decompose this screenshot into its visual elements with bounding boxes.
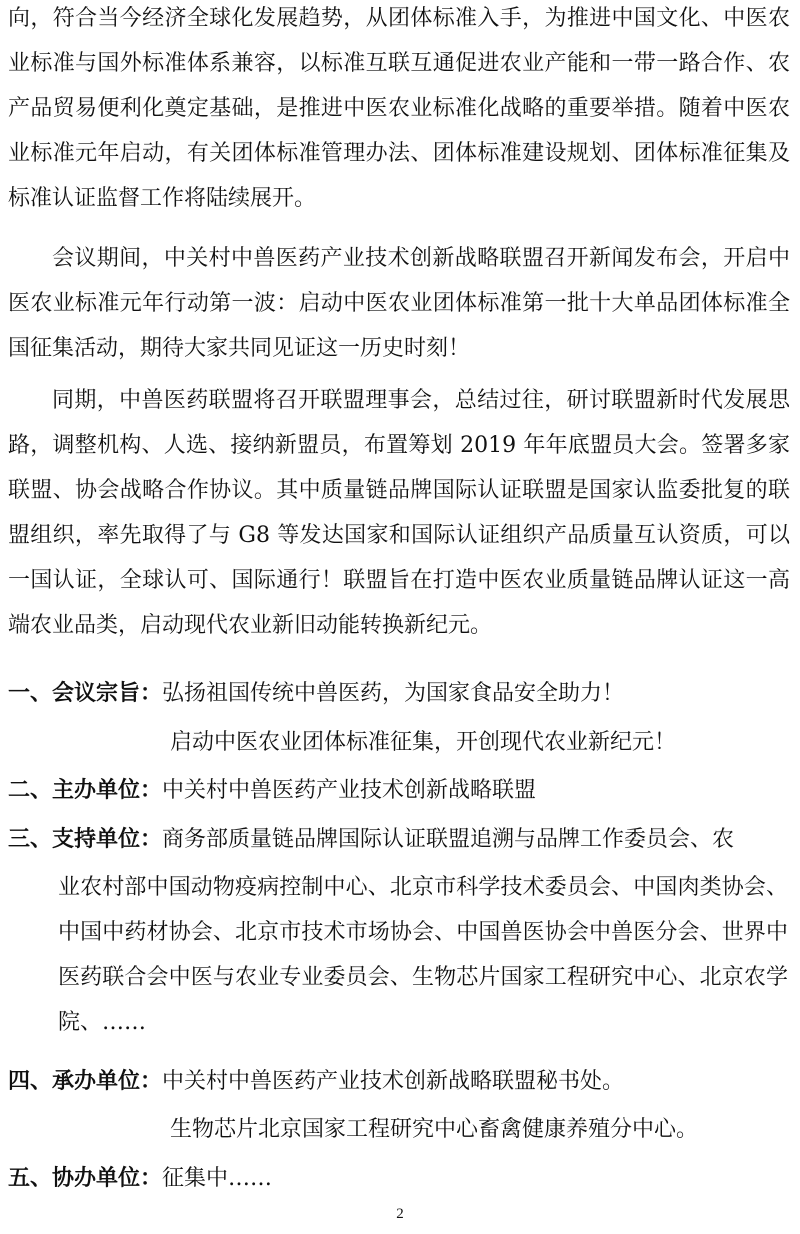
page-number: 2: [396, 1206, 404, 1222]
section-organizer: [8, 1059, 790, 1104]
section-title-co-organizer: 五、协办单位：: [8, 1165, 163, 1191]
supporters-line-1: 商务部质量链品牌国际认证联盟追溯与品牌工作委员会、农: [162, 827, 735, 852]
section-title-host: 二、主办单位：: [8, 777, 163, 803]
section-host: [8, 768, 790, 813]
purpose-line-2: 启动中医农业团体标准征集，开创现代农业新纪元！: [170, 730, 677, 755]
section-title-organizer: 四、承办单位：: [8, 1068, 163, 1094]
section-title-purpose: 一、会议宗旨：: [8, 680, 163, 706]
section-meeting-purpose: [8, 671, 790, 716]
section-co-organizer: [8, 1156, 790, 1201]
paragraph-press-conference: 会议期间，中关村中兽医药产业技术创新战略联盟召开新闻发布会，开启中医农业标准元年行动第一波：启动中医农业团体标准第一批十大单品团体标准全国征集活动，期待大家共同见证这一历史时刻！: [8, 246, 790, 361]
co-organizer-text: 征集中……: [162, 1166, 273, 1191]
paragraph-council-meeting: 同期，中兽医药联盟将召开联盟理事会，总结过往，研讨联盟新时代发展思路，调整机构、人选、接纳新盟员，布置筹划 2019 年年底盟员大会。签署多家联盟、协会战略合作协议。其中质量链品牌国际认证联盟是国家认监委批复的联盟组织，率先取得了与 G8 等发达国家和国际认证组织产品质量互认资质，可以一国认证，全球认可、国际通行！联盟旨在打造中医农业质量链品牌认证这一高端农业品类，启动现代农业新旧动能转换新纪元。: [8, 388, 790, 638]
section-title-supporters: 三、支持单位：: [8, 826, 163, 852]
paragraph-intro-continued: 向，符合当今经济全球化发展趋势，从团体标准入手，为推进中国文化、中医农业标准与国外标准体系兼容，以标准互联互通促进农业产能和一带一路合作、农产品贸易便利化奠定基础，是推进中医农业标准化战略的重要举措。随着中医农业标准元年启动，有关团体标准管理办法、团体标准建设规划、团体标准征集及标准认证监督工作将陆续展开。: [8, 6, 790, 211]
section-supporters: [8, 817, 790, 862]
organizer-line-2: 生物芯片北京国家工程研究中心畜禽健康养殖分中心。: [170, 1117, 699, 1142]
organizer-line-1: 中关村中兽医药产业技术创新战略联盟秘书处。: [162, 1069, 625, 1094]
purpose-line-1: 弘扬祖国传统中兽医药，为国家食品安全助力！: [162, 681, 625, 706]
host-text: 中关村中兽医药产业技术创新战略联盟: [162, 778, 537, 803]
supporters-continued: 业农村部中国动物疫病控制中心、北京市科学技术委员会、中国肉类协会、中国中药材协会、北京市技术市场协会、中国兽医协会中兽医分会、世界中医药联合会中医与农业专业委员会、生物芯片国家工程研究中心、北京农学院、……: [58, 875, 788, 1035]
